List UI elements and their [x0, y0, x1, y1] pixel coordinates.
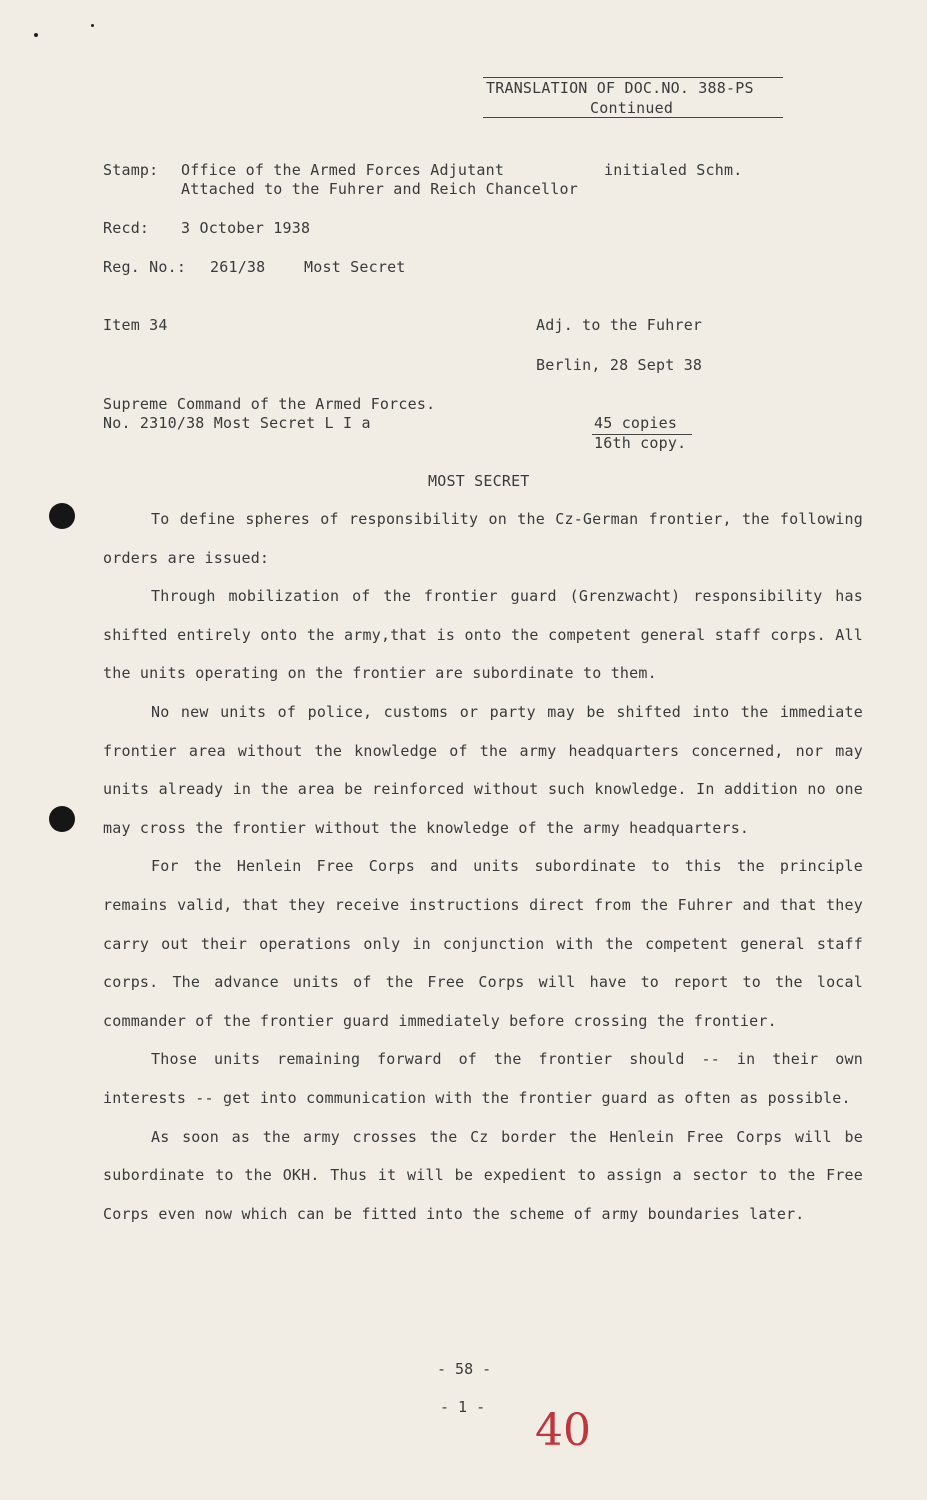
place-date: Berlin, 28 Sept 38: [536, 356, 703, 374]
doc-subtitle: Continued: [590, 99, 674, 117]
stamp-initialed: initialed Schm.: [604, 161, 743, 179]
stamp-label: Stamp:: [103, 161, 159, 179]
reg-label: Reg. No.:: [103, 258, 187, 276]
punch-hole: [49, 503, 75, 529]
header-top-rule: [483, 77, 783, 78]
recd-value: 3 October 1938: [181, 219, 311, 237]
page-number: - 58 -: [437, 1360, 492, 1378]
copies-count: 45 copies: [594, 414, 678, 432]
copy-number: 16th copy.: [594, 434, 687, 452]
speck-mark: [91, 24, 94, 27]
body-paragraph: To define spheres of responsibility on the Cz-German frontier, the following orders are issued:: [103, 510, 863, 567]
body-paragraph: Those units remaining forward of the frontier should -- in their own interests -- get into communication with the frontier guard as often as possible.: [103, 1050, 863, 1107]
punch-hole: [49, 806, 75, 832]
classification: MOST SECRET: [428, 472, 530, 490]
command-line2: No. 2310/38 Most Secret L I a: [103, 414, 371, 432]
recd-label: Recd:: [103, 219, 150, 237]
handwritten-number: 40: [535, 1405, 591, 1456]
body-paragraph: For the Henlein Free Corps and units subordinate to this the principle remains valid, that they receive instructions direct from the Fuhrer and that they carry out their operations only in conjunction with the competent general staff corps. The advance units of the Free Corps will have to report to the local commander of the frontier guard immediately before crossing the frontier.: [103, 857, 863, 1030]
stamp-line1: Office of the Armed Forces Adjutant: [181, 161, 505, 179]
doc-title: TRANSLATION OF DOC.NO. 388-PS: [486, 79, 754, 97]
body-paragraph: Through mobilization of the frontier guard (Grenzwacht) responsibility has shifted entirely onto the army,that is onto the competent general staff corps. All the units operating on the frontier are subordinate to them.: [103, 587, 863, 683]
header-bottom-rule: [483, 117, 783, 118]
item-label: Item 34: [103, 316, 168, 334]
stamp-line2: Attached to the Fuhrer and Reich Chancellor: [181, 180, 578, 198]
body-text: [103, 500, 863, 1233]
reg-value: 261/38: [210, 258, 266, 276]
command-line1: Supreme Command of the Armed Forces.: [103, 395, 436, 413]
adj-label: Adj. to the Fuhrer: [536, 316, 703, 334]
sheet-number: - 1 -: [440, 1398, 486, 1416]
body-paragraph: No new units of police, customs or party may be shifted into the immediate frontier area without the knowledge of the army headquarters concerned, nor may units already in the area be reinforced without such knowledge. In addition no one may cross the frontier without the knowledge of the army headquarters.: [103, 702, 863, 837]
body-paragraph: As soon as the army crosses the Cz border the Henlein Free Corps will be subordinate to the OKH. Thus it will be expedient to assign a sector to the Free Corps even now which can be fitted into the scheme of army boundaries later.: [103, 1127, 863, 1223]
speck-mark: [34, 33, 38, 37]
reg-class: Most Secret: [304, 258, 406, 276]
